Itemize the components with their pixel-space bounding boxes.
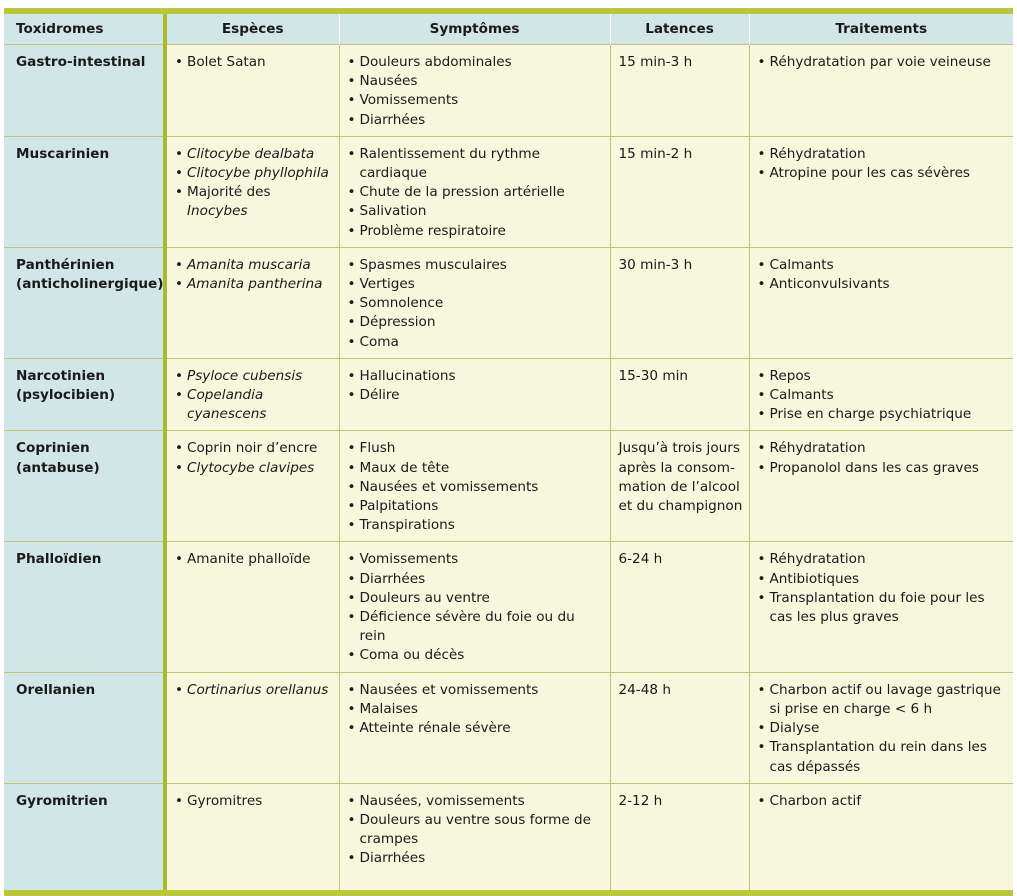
symptom-item: • Nausées <box>348 72 604 91</box>
header-especes: Espèces <box>165 14 339 45</box>
symptoms-cell <box>339 136 610 247</box>
treatments-cell <box>749 431 1013 542</box>
species-item <box>175 792 333 811</box>
treatment-item: • Réhydratation <box>758 550 1008 569</box>
treatments-cell <box>749 247 1013 358</box>
symptom-item: • Ralentissement du rythme cardiaque <box>348 145 604 183</box>
symptom-item: • Nausées et vomissements <box>348 681 604 700</box>
symptoms-list <box>348 367 604 405</box>
treatments-cell <box>749 783 1013 890</box>
species-latin-name: Amanita pantherina <box>187 276 323 293</box>
symptom-item: • Vomissements <box>348 91 604 110</box>
treatments-cell <box>749 672 1013 783</box>
symptoms-list <box>348 439 604 535</box>
species-item <box>175 681 333 700</box>
species-cell <box>165 45 339 137</box>
species-cell <box>165 542 339 672</box>
table-row <box>4 358 1013 431</box>
symptom-item: • Douleurs au ventre sous forme de crampes <box>348 811 604 849</box>
species-latin-name: Inocybes <box>187 203 248 220</box>
species-item <box>175 164 333 183</box>
header-row <box>4 14 1013 45</box>
species-list <box>175 256 333 294</box>
treatments-list <box>758 550 1008 627</box>
table-row <box>4 542 1013 672</box>
toxidrome-cell: Panthérinien (anticholinergique) <box>4 247 165 358</box>
species-item <box>175 53 333 72</box>
species-list <box>175 792 333 811</box>
table-row <box>4 247 1013 358</box>
species-cell <box>165 247 339 358</box>
symptom-item: • Vomissements <box>348 550 604 569</box>
treatments-list <box>758 792 1008 811</box>
table-row <box>4 431 1013 542</box>
symptom-item: • Malaises <box>348 700 604 719</box>
treatments-cell <box>749 45 1013 137</box>
species-item <box>175 145 333 164</box>
treatment-item: • Charbon actif ou lavage gastrique si prise en charge < 6 h <box>758 681 1008 719</box>
table-row <box>4 45 1013 137</box>
symptom-item: • Transpirations <box>348 516 604 535</box>
treatment-item: • Transplantation du foie pour les cas les plus graves <box>758 589 1008 627</box>
symptoms-list <box>348 550 604 665</box>
symptom-item: • Hallucinations <box>348 367 604 386</box>
symptom-item: • Flush <box>348 439 604 458</box>
species-item <box>175 367 333 386</box>
symptom-item: • Coma <box>348 333 604 352</box>
symptom-item: • Déficience sévère du foie ou du rein <box>348 608 604 646</box>
species-cell <box>165 431 339 542</box>
species-list <box>175 439 333 477</box>
symptom-item: • Douleurs abdominales <box>348 53 604 72</box>
species-cell <box>165 136 339 247</box>
latency-cell: 30 min-3 h <box>610 247 749 358</box>
treatment-item: • Antibiotiques <box>758 570 1008 589</box>
species-list <box>175 53 333 72</box>
symptom-item: • Salivation <box>348 202 604 221</box>
symptom-item: • Palpitations <box>348 497 604 516</box>
table-row <box>4 783 1013 890</box>
symptom-item: • Dépression <box>348 313 604 332</box>
latency-cell: 24-48 h <box>610 672 749 783</box>
species-list <box>175 681 333 700</box>
symptom-item: • Vertiges <box>348 275 604 294</box>
table-row <box>4 136 1013 247</box>
symptom-item: • Nausées et vomissements <box>348 478 604 497</box>
symptoms-cell <box>339 45 610 137</box>
treatment-item: • Réhydratation <box>758 145 1008 164</box>
table-body <box>4 45 1013 891</box>
toxidrome-table-container <box>4 0 1013 896</box>
species-item <box>175 439 333 458</box>
symptoms-list <box>348 681 604 739</box>
treatment-item: • Repos <box>758 367 1008 386</box>
treatments-list <box>758 681 1008 777</box>
species-name: Bolet Satan <box>187 54 266 70</box>
treatments-cell <box>749 358 1013 431</box>
symptom-item: • Problème respiratoire <box>348 222 604 241</box>
symptom-item: • Diarrhées <box>348 111 604 130</box>
treatment-item: • Charbon actif <box>758 792 1008 811</box>
treatment-item: • Transplantation du rein dans les cas dépassés <box>758 738 1008 776</box>
species-item <box>175 183 333 221</box>
treatments-list <box>758 439 1008 477</box>
toxidrome-cell: Narcotinien (psylocibien) <box>4 358 165 431</box>
latency-cell: 15 min-3 h <box>610 45 749 137</box>
symptom-item: • Atteinte rénale sévère <box>348 719 604 738</box>
species-latin-name: Cortinarius orellanus <box>187 681 329 698</box>
header-symptomes: Symptômes <box>339 14 610 45</box>
latency-cell: Jusqu’à trois jours après la consom-mation de l’alcool et du champignon <box>610 431 749 542</box>
latency-cell: 6-24 h <box>610 542 749 672</box>
treatment-item: • Atropine pour les cas sévères <box>758 164 1008 183</box>
symptom-item: • Spasmes musculaires <box>348 256 604 275</box>
species-item <box>175 550 333 569</box>
treatments-list <box>758 367 1008 425</box>
toxidrome-cell: Coprinien (antabuse) <box>4 431 165 542</box>
bottom-rule <box>4 890 1013 896</box>
header-latences: Latences <box>610 14 749 45</box>
toxidrome-cell: Orellanien <box>4 672 165 783</box>
species-list <box>175 145 333 222</box>
species-item <box>175 275 333 294</box>
symptom-item: • Chute de la pression artérielle <box>348 183 604 202</box>
treatments-list <box>758 53 1008 72</box>
species-list <box>175 550 333 569</box>
treatment-item: • Calmants <box>758 256 1008 275</box>
toxidrome-cell: Muscarinien <box>4 136 165 247</box>
treatments-cell <box>749 542 1013 672</box>
species-name: Amanite phalloïde <box>187 551 311 568</box>
treatment-item: • Anticonvulsivants <box>758 275 1008 294</box>
treatment-item: • Prise en charge psychiatrique <box>758 405 1008 424</box>
species-cell <box>165 783 339 890</box>
symptom-item: • Coma ou décès <box>348 646 604 665</box>
species-cell <box>165 358 339 431</box>
treatment-item: • Propanolol dans les cas graves <box>758 459 1008 478</box>
species-latin-name: Clitocybe dealbata <box>187 145 315 162</box>
latency-cell: 15 min-2 h <box>610 136 749 247</box>
treatment-item: • Calmants <box>758 386 1008 405</box>
toxidrome-cell: Gyromitrien <box>4 783 165 890</box>
species-name: Coprin noir d’encre <box>187 440 318 457</box>
symptoms-cell <box>339 783 610 890</box>
symptom-item: • Délire <box>348 386 604 405</box>
header-toxidromes: Toxidromes <box>4 14 165 45</box>
treatment-item: • Dialyse <box>758 719 1008 738</box>
symptoms-cell <box>339 358 610 431</box>
species-latin-name: Clytocybe clavipes <box>187 459 315 476</box>
symptoms-list <box>348 256 604 352</box>
symptom-item: • Maux de tête <box>348 459 604 478</box>
symptom-item: • Douleurs au ventre <box>348 589 604 608</box>
symptoms-cell <box>339 672 610 783</box>
species-latin-name: Psyloce cubensis <box>187 367 303 384</box>
latency-cell: 2-12 h <box>610 783 749 890</box>
treatment-item: • Réhydratation par voie veineuse <box>758 53 1008 72</box>
symptoms-list <box>348 145 604 241</box>
species-item <box>175 256 333 275</box>
symptoms-list <box>348 53 604 130</box>
symptom-item: • Diarrhées <box>348 849 604 868</box>
symptoms-cell <box>339 431 610 542</box>
treatments-list <box>758 256 1008 294</box>
species-item <box>175 386 333 424</box>
toxidrome-cell: Gastro-intestinal <box>4 45 165 137</box>
treatments-list <box>758 145 1008 183</box>
toxidrome-table <box>4 14 1013 890</box>
symptoms-cell <box>339 247 610 358</box>
toxidrome-cell: Phalloïdien <box>4 542 165 672</box>
symptom-item: • Nausées, vomissements <box>348 792 604 811</box>
species-cell <box>165 672 339 783</box>
species-latin-name: Clitocybe phyllophila <box>187 165 329 182</box>
symptoms-cell <box>339 542 610 672</box>
treatments-cell <box>749 136 1013 247</box>
species-list <box>175 367 333 425</box>
symptom-item: • Diarrhées <box>348 570 604 589</box>
species-name: Majorité des <box>187 184 271 201</box>
symptoms-list <box>348 792 604 869</box>
species-latin-name: Amanita muscaria <box>187 256 311 273</box>
symptom-item: • Somnolence <box>348 294 604 313</box>
species-item <box>175 459 333 478</box>
species-name: Gyromitres <box>187 792 263 809</box>
latency-cell: 15-30 min <box>610 358 749 431</box>
header-traitements: Traitements <box>749 14 1013 45</box>
treatment-item: • Réhydratation <box>758 439 1008 458</box>
species-latin-name: Copelandia cyanescens <box>187 387 267 423</box>
table-row <box>4 672 1013 783</box>
